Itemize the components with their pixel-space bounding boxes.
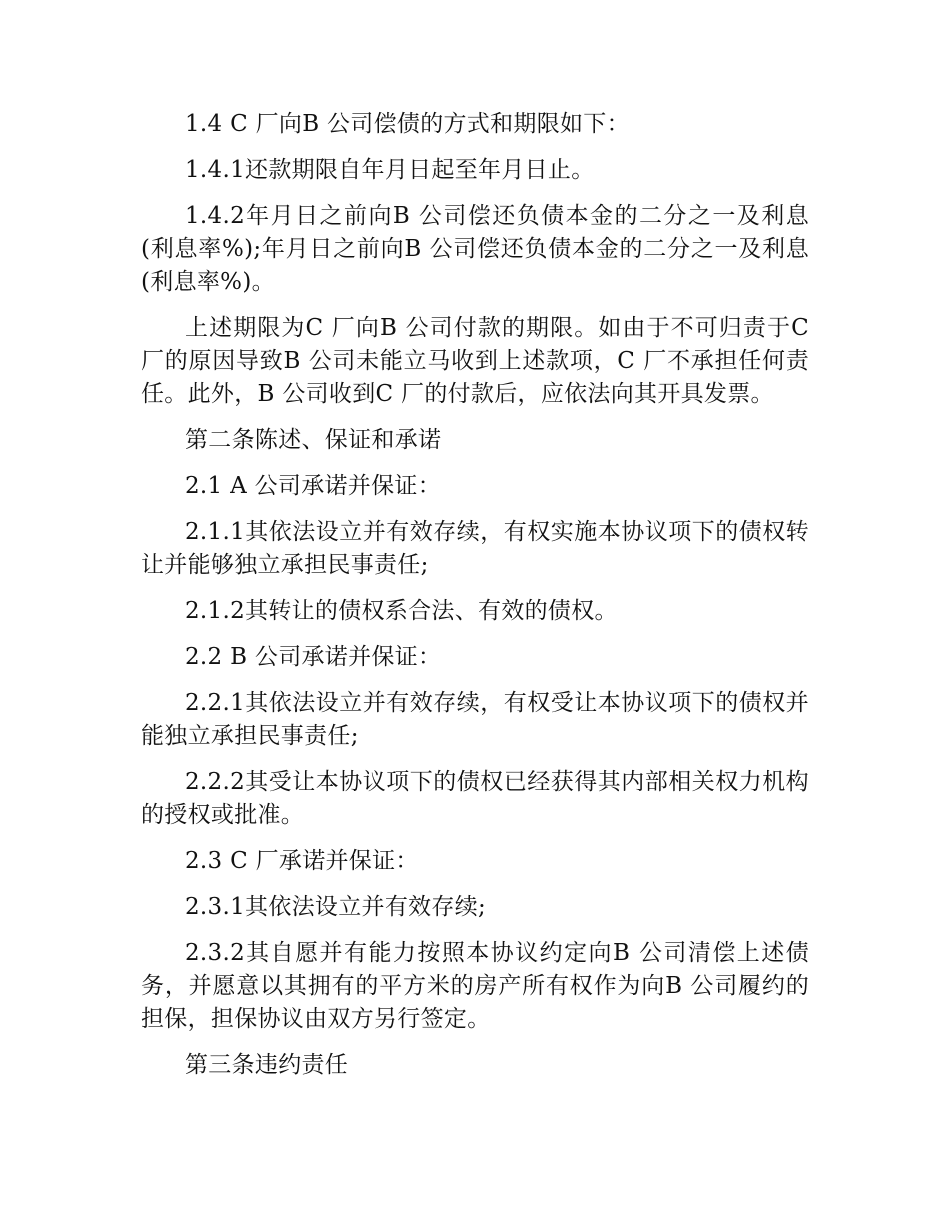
paragraph-2-1-2: 2.1.2其转让的债权系合法、有效的债权。 <box>185 598 618 624</box>
paragraph-2-3-1: 2.3.1其依法设立并有效存续; <box>185 894 487 920</box>
paragraph-payment-terms: 上述期限为C 厂向B 公司付款的期限。如由于不可归责于C 厂的原因导致B 公司未能立马收到上述款项，C 厂不承担任何责任。此外，B 公司收到C 厂的付款后，应依法向其开具发票。 <box>141 315 809 407</box>
paragraph-1-4: 1.4 C 厂向B 公司偿债的方式和期限如下： <box>185 111 630 137</box>
paragraph-2-1-1: 2.1.1其依法设立并有效存续，有权实施本协议项下的债权转让并能够独立承担民事责任; <box>141 519 809 578</box>
paragraph-1-4-1: 1.4.1还款期限自年月日起至年月日止。 <box>185 157 595 183</box>
article-2-heading: 第二条陈述、保证和承诺 <box>185 427 442 453</box>
paragraph-2-2: 2.2 B 公司承诺并保证： <box>185 644 442 670</box>
paragraph-1-4-2: 1.4.2年月日之前向B 公司偿还负债本金的二分之一及利息(利息率%);年月日之前向B 公司偿还负债本金的二分之一及利息(利息率%)。 <box>141 203 809 295</box>
article-3-heading: 第三条违约责任 <box>185 1052 349 1078</box>
paragraph-2-2-1: 2.2.1其依法设立并有效存续，有权受让本协议项下的债权并能独立承担民事责任; <box>141 690 809 749</box>
paragraph-2-1: 2.1 A 公司承诺并保证： <box>185 473 442 499</box>
paragraph-2-3-2: 2.3.2其自愿并有能力按照本协议约定向B 公司清偿上述债务，并愿意以其拥有的平方米的房产所有权作为向B 公司履约的担保，担保协议由双方另行签定。 <box>141 940 809 1032</box>
paragraph-2-3: 2.3 C 厂承诺并保证： <box>185 848 419 874</box>
paragraph-2-2-2: 2.2.2其受让本协议项下的债权已经获得其内部相关权力机构的授权或批准。 <box>141 769 809 828</box>
document-body <box>141 108 809 1095</box>
